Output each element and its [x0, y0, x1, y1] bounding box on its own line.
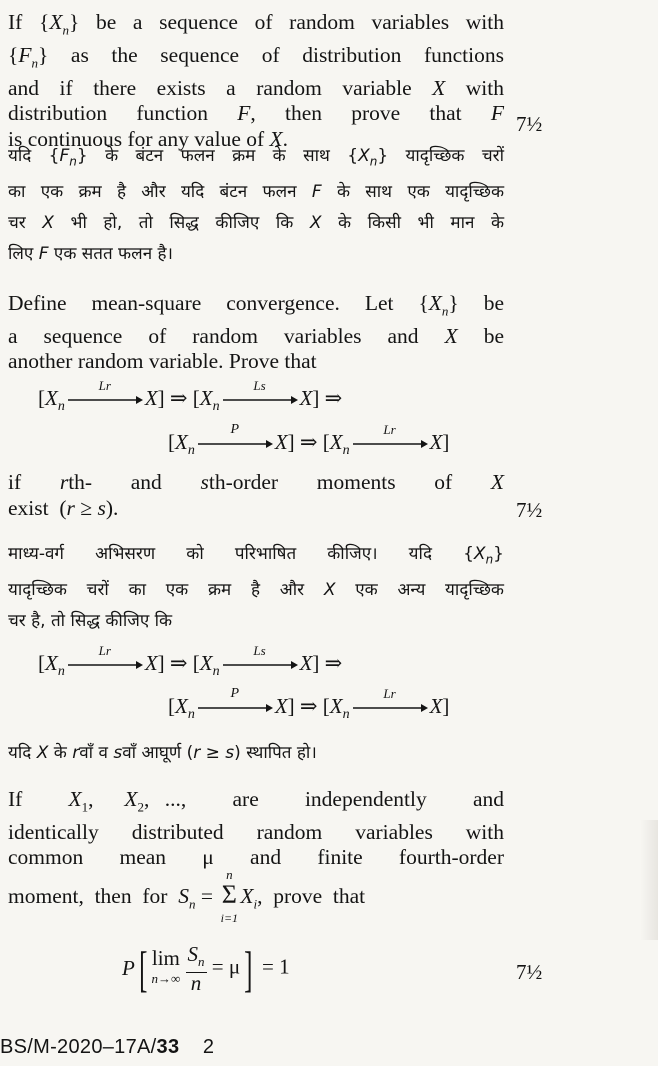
q2-marks: 7½ — [516, 498, 543, 522]
q1-line: $\{F_n\}$ as the sequence of distribution functions — [8, 42, 504, 71]
q2-english-after — [8, 470, 504, 521]
right-arrow-icon — [221, 394, 299, 406]
footer-code-bold: 33 — [156, 1036, 180, 1058]
page-number: 2 — [202, 1036, 215, 1058]
arrow-lr: Lr — [351, 438, 429, 450]
q2-line: if rth- and sth-order moments of X — [8, 470, 504, 494]
q2-hindi-formula-line1: [$X_n$ Lr X] ⇒ [$X_n$ Ls X] ⇒ — [38, 643, 343, 680]
q1-line: distribution function F, then prove that F — [8, 101, 504, 126]
q1-hindi-line: चर X भी हो, तो सिद्ध कीजिए कि X के किसी भी मान के — [8, 213, 505, 234]
q1-marks: 7½ — [516, 112, 543, 136]
right-arrow-icon — [196, 438, 274, 450]
q1-line: and if there exists a random variable X with — [8, 75, 504, 100]
q3-line: If $X_1$, $X_2$, ..., are independently and — [8, 787, 504, 815]
q3-line: identically distributed random variables with — [8, 819, 504, 844]
q1-line: is continuous for any value of X. — [8, 126, 289, 151]
page-footer — [0, 1036, 214, 1059]
q2-hindi-formula-line2: [$X_n$ P X] ⇒ [$X_n$ Lr X] — [168, 686, 450, 723]
q3-marks: 7½ — [516, 960, 543, 984]
q2-hindi — [8, 539, 504, 637]
q2-hindi-line: चर है, तो सिद्ध कीजिए कि — [8, 611, 173, 632]
q2-hindi-line: यादृच्छिक चरों का एक क्रम है और X एक अन्य यादृच्छिक — [8, 580, 504, 601]
q1-english — [8, 10, 504, 152]
right-arrow-icon — [351, 438, 429, 450]
q2-hindi-after — [8, 738, 504, 769]
q3-line: common mean μ and finite fourth-order — [8, 845, 504, 870]
q2-hindi-line: माध्य-वर्ग अभिसरण को परिभाषित कीजिए। यदि $\{X_n\}$ — [8, 544, 504, 567]
arrow-lr: Lr — [351, 702, 429, 714]
right-arrow-icon — [66, 394, 144, 406]
q3-english-line4 — [8, 867, 508, 925]
q1-hindi-line: का एक क्रम है और यदि बंटन फलन F के साथ एक यादृच्छिक — [8, 182, 504, 203]
q3-line: moment, then for $S_n$ = n Σ i=1 $X_i$, prove that — [8, 867, 366, 925]
q2-english — [8, 291, 504, 375]
arrow-ls: Ls — [221, 659, 299, 671]
q2-line: exist (r ≥ s). — [8, 495, 119, 520]
right-arrow-icon — [66, 659, 144, 671]
q3-formula: P[ lim n→∞ $\frac{S_n}{n}$ = μ] = 1 — [122, 940, 290, 997]
sum-symbol: n Σ i=1 — [220, 867, 239, 925]
q2-line: another random variable. Prove that — [8, 349, 317, 374]
arrow-lr: Lr — [66, 394, 144, 406]
arrow-ls: Ls — [221, 394, 299, 406]
q2-formula-line1: [$X_n$ Lr X] ⇒ [$X_n$ Ls X] ⇒ — [38, 378, 343, 415]
q1-line: If $\{X_n\}$ be a sequence of random variables with — [8, 10, 504, 38]
q3-english — [8, 787, 504, 871]
q1-hindi — [8, 141, 504, 270]
footer-code: BS/M-2020–17A/ — [0, 1036, 157, 1058]
right-arrow-icon — [351, 702, 429, 714]
q1-hindi-line: लिए F एक सतत फलन है। — [8, 244, 173, 265]
q2-line: a sequence of random variables and X be — [8, 323, 504, 348]
q2-hindi-line: यदि X के rवाँ व sवाँ आघूर्ण (r ≥ s) स्थापित हो। — [8, 743, 317, 763]
arrow-lr: Lr — [66, 659, 144, 671]
right-arrow-icon — [221, 659, 299, 671]
scan-shadow — [640, 820, 658, 940]
q2-formula-line2: [$X_n$ P X] ⇒ [$X_n$ Lr X] — [168, 422, 450, 459]
right-arrow-icon — [196, 702, 274, 714]
arrow-p: P — [196, 702, 274, 714]
arrow-p: P — [196, 438, 274, 450]
q2-line: Define mean-square convergence. Let $\{X_n\}$ be — [8, 291, 504, 319]
q1-hindi-line: यदि $\{F_n\}$ के बंटन फलन क्रम के साथ $\{X_n\}$ यादृच्छिक चरों — [8, 146, 504, 169]
